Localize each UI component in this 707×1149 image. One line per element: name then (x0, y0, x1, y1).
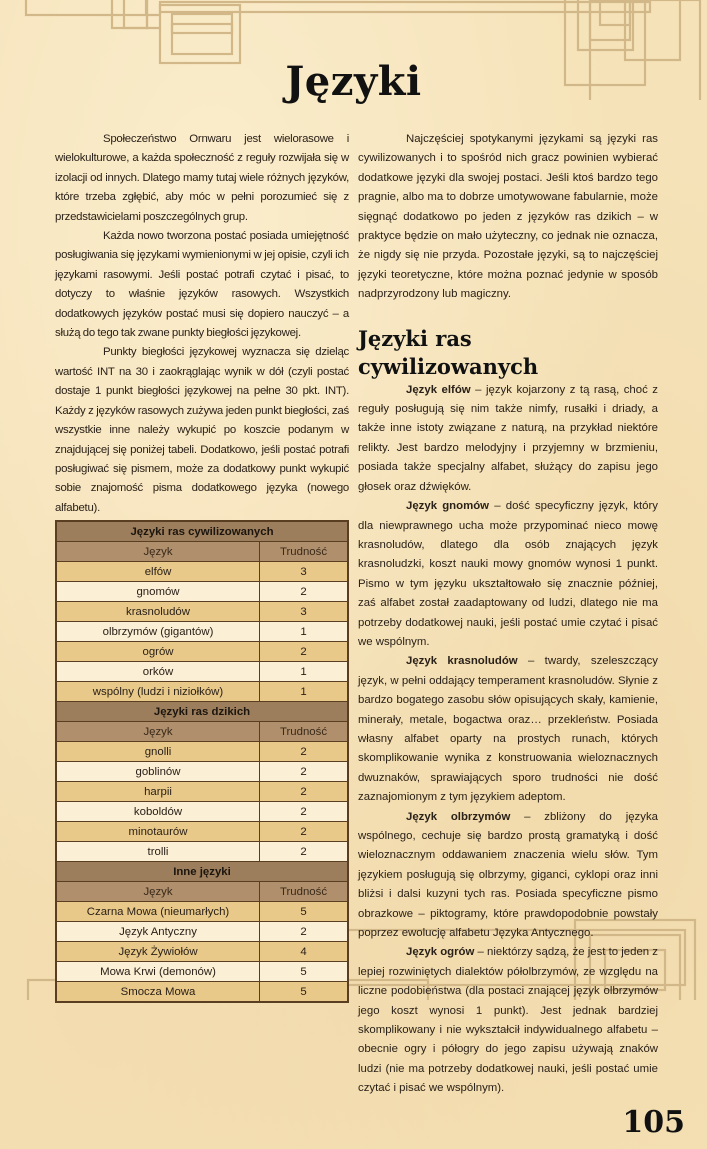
table-group-title-row (56, 862, 348, 882)
language-cell: Czarna Mowa (nieumarłych) (56, 902, 260, 922)
right-intro-paragraph: Najczęściej spotykanymi językami są języki ras cywilizowanych i to spośród nich gracz powinien wybierać dodatkowe języki dla swojej postaci. Jeśli ktoś bardzo tego pragnie, albo ma to dobrze umotywowane fabularnie, może sięgnąć dodatkowo po jeden z języków ras dzikich – w praktyce będzie on mało użyteczny, co jednak nie oznacza, że nigdy się nie przyda. Pozostałe języki, są to najczęściej języki teoretyczne, które można poznać jedynie w sposób nadprzyrodzony lub magiczny. (358, 133, 658, 301)
language-cell: trolli (56, 842, 260, 862)
table-row (56, 682, 348, 702)
table-row (56, 662, 348, 682)
column-header-language: Język (56, 722, 260, 742)
language-entry (358, 497, 658, 652)
difficulty-cell: 2 (260, 582, 349, 602)
language-cell: minotaurów (56, 822, 260, 842)
language-cell: Smocza Mowa (56, 982, 260, 1003)
language-entry (358, 808, 658, 944)
table-row (56, 902, 348, 922)
difficulty-cell: 2 (260, 822, 349, 842)
language-cell: ogrów (56, 642, 260, 662)
language-entry-term: Język elfów (406, 383, 471, 396)
language-cell: olbrzymów (gigantów) (56, 622, 260, 642)
language-cell: wspólny (ludzi i niziołków) (56, 682, 260, 702)
difficulty-cell: 4 (260, 942, 349, 962)
table-group-title: Inne języki (56, 862, 348, 882)
language-cell: orków (56, 662, 260, 682)
language-cell: Mowa Krwi (demonów) (56, 962, 260, 982)
table-row (56, 922, 348, 942)
column-header-language: Język (56, 882, 260, 902)
table-row (56, 602, 348, 622)
table-group-title: Języki ras dzikich (56, 702, 348, 722)
difficulty-cell: 5 (260, 962, 349, 982)
language-entry (358, 943, 658, 1098)
difficulty-cell: 1 (260, 682, 349, 702)
language-entry-text: – niektórzy sądzą, że jest to jeden z lepiej rozwiniętych dialektów półolbrzymów, ze względu na liczne podobieństwa (dla postaci znającej język olbrzymów jego koszt wynosi 1 punkt). Jest jednak bardziej skomplikowany i nie wykształcił indywidualnego alfabetu – obecnie ogry i półogry do jego zapisu używają znaków ludzi (nie ma potrzeby dodatkowej nauki, jeśli postać umie czytać i pisać we wspólnym). (358, 946, 658, 1095)
table-row (56, 782, 348, 802)
language-cell: koboldów (56, 802, 260, 822)
table-row (56, 982, 348, 1003)
right-column (358, 130, 658, 1099)
table-row (56, 822, 348, 842)
difficulty-cell: 1 (260, 662, 349, 682)
difficulty-cell: 2 (260, 642, 349, 662)
language-cell: krasnoludów (56, 602, 260, 622)
table-row (56, 762, 348, 782)
table-row (56, 942, 348, 962)
table-row (56, 742, 348, 762)
language-entries (358, 381, 658, 1099)
table-group-title-row (56, 521, 348, 542)
table-column-header-row (56, 722, 348, 742)
difficulty-cell: 5 (260, 982, 349, 1003)
table-column-header-row (56, 542, 348, 562)
table-row (56, 562, 348, 582)
table-row (56, 842, 348, 862)
language-entry-text: – zbliżony do języka wspólnego, cechuje się bardzo prostą gramatyką i dość wieloznacznym oddawaniem znaczenia wielu słów. Tym językiem posługują się olbrzymy, giganci, cyklopi oraz inni bliżsi i dalsi kuzyni tych ras. Posiada specyficzne pismo obrazkowe – piktogramy, które prawdopodobnie powstały poprzez ewolucję alfabetu Języka Antycznego. (358, 810, 658, 940)
language-entry-text: – dość specyficzny język, który dla niewprawnego ucha może przypominać nieco mowę krasnoludów, dlatego dla osób znających język krasnoludzki, koszt nauki mowy gnomów wynosi 1 punkt. Pismo w tym języku ukształtowało się znacznie później, zaś alfabet został zaadaptowany od ludzi, dlatego nie ma potrzeby dodatkowej nauki, jeśli postać umie czytać i pisać we wspólnym. (358, 500, 659, 648)
difficulty-cell: 5 (260, 902, 349, 922)
table-group-title-row (56, 702, 348, 722)
difficulty-cell: 1 (260, 622, 349, 642)
language-entry-text: – twardy, szeleszczący język, w pełni oddający temperament krasnoludów. Słynie z bardzo bogatego zasobu słów opisujących skały, kamienie, minerały, metale, bogactwa oraz… przekleństw. Posiada własny alfabet oparty na prostych runach, których skomplikowanie wynika z konstruowania wieloznacznych dwuznaków, sprawiających sporo trudności nie dość zaznajomionym z tym językiem adeptom. (358, 655, 658, 804)
difficulty-cell: 2 (260, 762, 349, 782)
difficulty-cell: 2 (260, 742, 349, 762)
language-entry-text: – język kojarzony z tą rasą, choć z reguły posługują się nim także nimfy, rusałki i driady, a także inne istoty związane z naturą, na przykład niektóre relikty. Jest bardzo melodyjny i przyjemny w brzmieniu, posiada także specjalny alfabet, służący do zapisu jego głosek oraz dźwięków. (358, 383, 658, 493)
language-entry-term: Język gnomów (406, 500, 490, 513)
table-row (56, 962, 348, 982)
table-row (56, 642, 348, 662)
language-entry-term: Język ogrów (406, 946, 475, 959)
table-row (56, 582, 348, 602)
intro-paragraph-1: Społeczeństwo Ornwaru jest wielorasowe i wielokulturowe, a każda społeczność z reguły rozwijała się w izolacji od innych. Dlatego mamy tutaj wiele różnych języków, które trzeba zgłębić, aby móc w pełni porozumieć się z przedstawicielami poszczególnych grup. (55, 133, 349, 223)
language-entry (358, 652, 658, 807)
language-entry-term: Język krasnoludów (406, 655, 518, 668)
language-cell: gnomów (56, 582, 260, 602)
left-column (55, 130, 349, 1003)
language-cell: elfów (56, 562, 260, 582)
column-header-language: Język (56, 542, 260, 562)
table-group-title: Języki ras cywilizowanych (56, 521, 348, 542)
difficulty-cell: 3 (260, 562, 349, 582)
language-entry-term: Język olbrzymów (406, 810, 511, 823)
intro-paragraph-2: Każda nowo tworzona postać posiada umiejętność posługiwania się językami wymienionymi w jej opisie, czyli ich językami rasowymi. Jeśli postać potrafi czytać i pisać, to dotyczy to właśnie języków rasowych. Wszystkich dodatkowych języków postać musi się dopiero nauczyć – a służą do tego tak zwane punkty biegłości językowej. (55, 230, 349, 340)
page-number: 105 (622, 1105, 685, 1140)
language-cell: harpii (56, 782, 260, 802)
table-row (56, 622, 348, 642)
language-difficulty-table (55, 520, 349, 1003)
language-cell: Język Antyczny (56, 922, 260, 942)
difficulty-cell: 2 (260, 922, 349, 942)
language-cell: gnolli (56, 742, 260, 762)
language-entry (358, 381, 658, 497)
difficulty-cell: 2 (260, 782, 349, 802)
language-cell: Język Żywiołów (56, 942, 260, 962)
difficulty-cell: 2 (260, 842, 349, 862)
language-cell: goblinów (56, 762, 260, 782)
page-title: Języki (285, 58, 422, 105)
section-heading: Języki ras cywilizowanych (358, 325, 539, 379)
column-header-difficulty: Trudność (260, 882, 349, 902)
left-column-text (55, 130, 349, 518)
difficulty-cell: 3 (260, 602, 349, 622)
difficulty-cell: 2 (260, 802, 349, 822)
table-column-header-row (56, 882, 348, 902)
intro-paragraph-3: Punkty biegłości językowej wyznacza się dzieląc wartość INT na 30 i zaokrąglając wynik w dół (czyli postać dostaje 1 punkt biegłości językowej na pełne 30 pkt. INT). Każdy z języków rasowych zużywa jeden punkt biegłości, zaś wszystkie inne należy wykupić po koszcie podanym w znajdującej się poniżej tabeli. Dodatkowo, jeśli postać potrafi posługiwać się pismem, może za dodatkowy punkt wykupić sobie znajomość pisma dodatkowego języka (nowego alfabetu). (55, 346, 349, 514)
column-header-difficulty: Trudność (260, 542, 349, 562)
table-row (56, 802, 348, 822)
column-header-difficulty: Trudność (260, 722, 349, 742)
